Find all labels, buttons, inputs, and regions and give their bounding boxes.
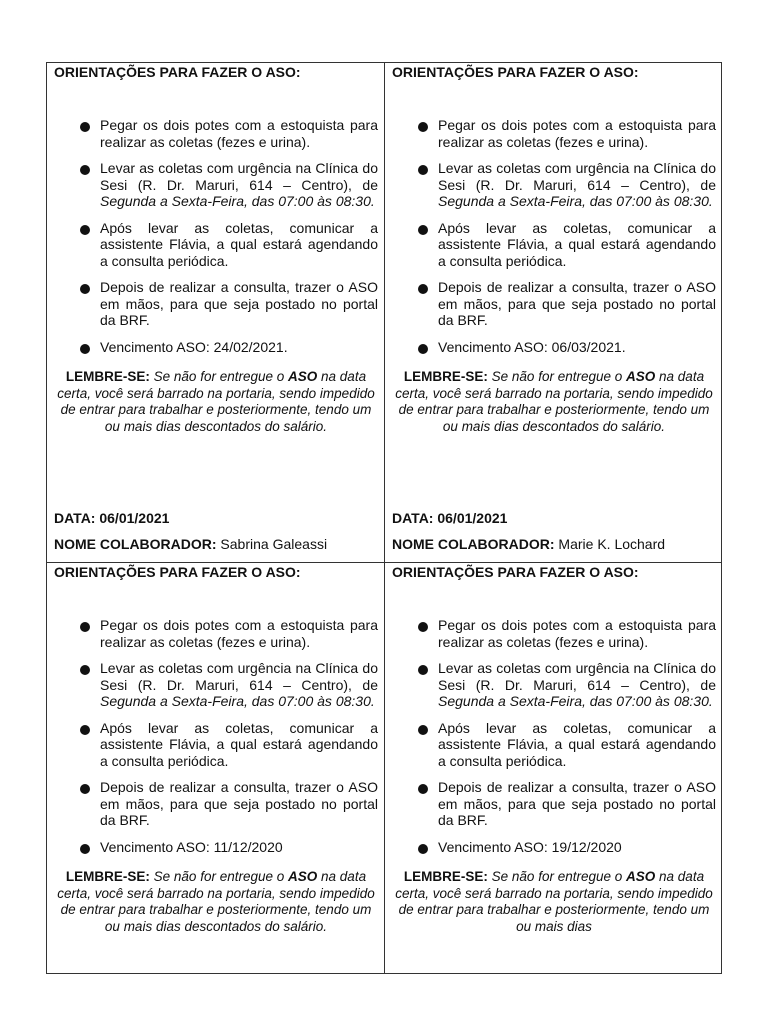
card-title: ORIENTAÇÕES PARA FAZER O ASO: [392,564,639,580]
list-item: Após levar as coletas, comunicar a assistente Flávia, a qual estará agendando a consulta periódica. [54,720,378,770]
list-item: Levar as coletas com urgência na Clínica do Sesi (R. Dr. Maruri, 614 – Centro), de Segunda a Sexta-Feira, das 07:00 às 08:30. [54,660,378,710]
list-item: Pegar os dois potes com a estoquista para realizar as coletas (fezes e urina). [54,117,378,150]
list-item: Após levar as coletas, comunicar a assistente Flávia, a qual estará agendando a consulta periódica. [392,220,716,270]
bullet-icon [418,665,428,675]
date-label: DATA: 06/01/2021 [54,510,170,526]
bullet-icon [80,165,90,175]
employee-name: NOME COLABORADOR: Marie K. Lochard [392,536,666,552]
card-title: ORIENTAÇÕES PARA FAZER O ASO: [392,64,639,80]
reminder-note: LEMBRE-SE: Se não for entregue o ASO na data certa, você será barrado na portaria, sendo impedido de entrar para trabalhar e posteriormente, tendo um ou mais dias descontados do salário. [57,369,375,434]
bullet-icon [418,225,428,235]
aso-card [385,563,723,974]
list-item: Vencimento ASO: 06/03/2021. [392,339,716,356]
bullet-icon [80,622,90,632]
document-table [46,62,722,974]
list-item: Pegar os dois potes com a estoquista para realizar as coletas (fezes e urina). [54,617,378,650]
list-item: Pegar os dois potes com a estoquista para realizar as coletas (fezes e urina). [392,617,716,650]
card-title: ORIENTAÇÕES PARA FAZER O ASO: [54,64,301,80]
bullet-icon [418,122,428,132]
bullet-icon [418,784,428,794]
reminder-note: LEMBRE-SE: Se não for entregue o ASO na data certa, você será barrado na portaria, sendo impedido de entrar para trabalhar e posteriormente, tendo um ou mais dias [395,869,713,934]
bullet-icon [80,665,90,675]
bullet-icon [418,284,428,294]
bullet-icon [80,344,90,354]
bullet-icon [80,784,90,794]
list-item: Depois de realizar a consulta, trazer o ASO em mãos, para que seja postado no portal da BRF. [392,779,716,829]
bullet-icon [418,165,428,175]
reminder-note: LEMBRE-SE: Se não for entregue o ASO na data certa, você será barrado na portaria, sendo impedido de entrar para trabalhar e posteriormente, tendo um ou mais dias descontados do salário. [57,869,375,934]
bullet-icon [80,122,90,132]
bullet-icon [80,284,90,294]
employee-name: NOME COLABORADOR: Sabrina Galeassi [54,536,328,552]
list-item: Levar as coletas com urgência na Clínica do Sesi (R. Dr. Maruri, 614 – Centro), de Segunda a Sexta-Feira, das 07:00 às 08:30. [54,160,378,210]
list-item: Vencimento ASO: 11/12/2020 [54,839,378,856]
bullet-icon [80,225,90,235]
list-item: Após levar as coletas, comunicar a assistente Flávia, a qual estará agendando a consulta periódica. [54,220,378,270]
aso-card [47,63,385,562]
reminder-note: LEMBRE-SE: Se não for entregue o ASO na data certa, você será barrado na portaria, sendo impedido de entrar para trabalhar e posteriormente, tendo um ou mais dias descontados do salário. [395,369,713,434]
instruction-list [54,617,378,855]
aso-card [47,563,385,974]
instruction-list [392,617,716,855]
list-item: Levar as coletas com urgência na Clínica do Sesi (R. Dr. Maruri, 614 – Centro), de Segunda a Sexta-Feira, das 07:00 às 08:30. [392,660,716,710]
bullet-icon [80,725,90,735]
list-item: Depois de realizar a consulta, trazer o ASO em mãos, para que seja postado no portal da BRF. [54,779,378,829]
instruction-list [392,117,716,355]
list-item: Depois de realizar a consulta, trazer o ASO em mãos, para que seja postado no portal da BRF. [54,279,378,329]
date-label: DATA: 06/01/2021 [392,510,508,526]
instruction-list [54,117,378,355]
card-title: ORIENTAÇÕES PARA FAZER O ASO: [54,564,301,580]
list-item: Vencimento ASO: 19/12/2020 [392,839,716,856]
bullet-icon [418,344,428,354]
list-item: Depois de realizar a consulta, trazer o ASO em mãos, para que seja postado no portal da BRF. [392,279,716,329]
bullet-icon [418,725,428,735]
bullet-icon [80,844,90,854]
list-item: Levar as coletas com urgência na Clínica do Sesi (R. Dr. Maruri, 614 – Centro), de Segunda a Sexta-Feira, das 07:00 às 08:30. [392,160,716,210]
list-item: Pegar os dois potes com a estoquista para realizar as coletas (fezes e urina). [392,117,716,150]
aso-card [385,63,723,562]
list-item: Após levar as coletas, comunicar a assistente Flávia, a qual estará agendando a consulta periódica. [392,720,716,770]
bullet-icon [418,622,428,632]
bullet-icon [418,844,428,854]
list-item: Vencimento ASO: 24/02/2021. [54,339,378,356]
